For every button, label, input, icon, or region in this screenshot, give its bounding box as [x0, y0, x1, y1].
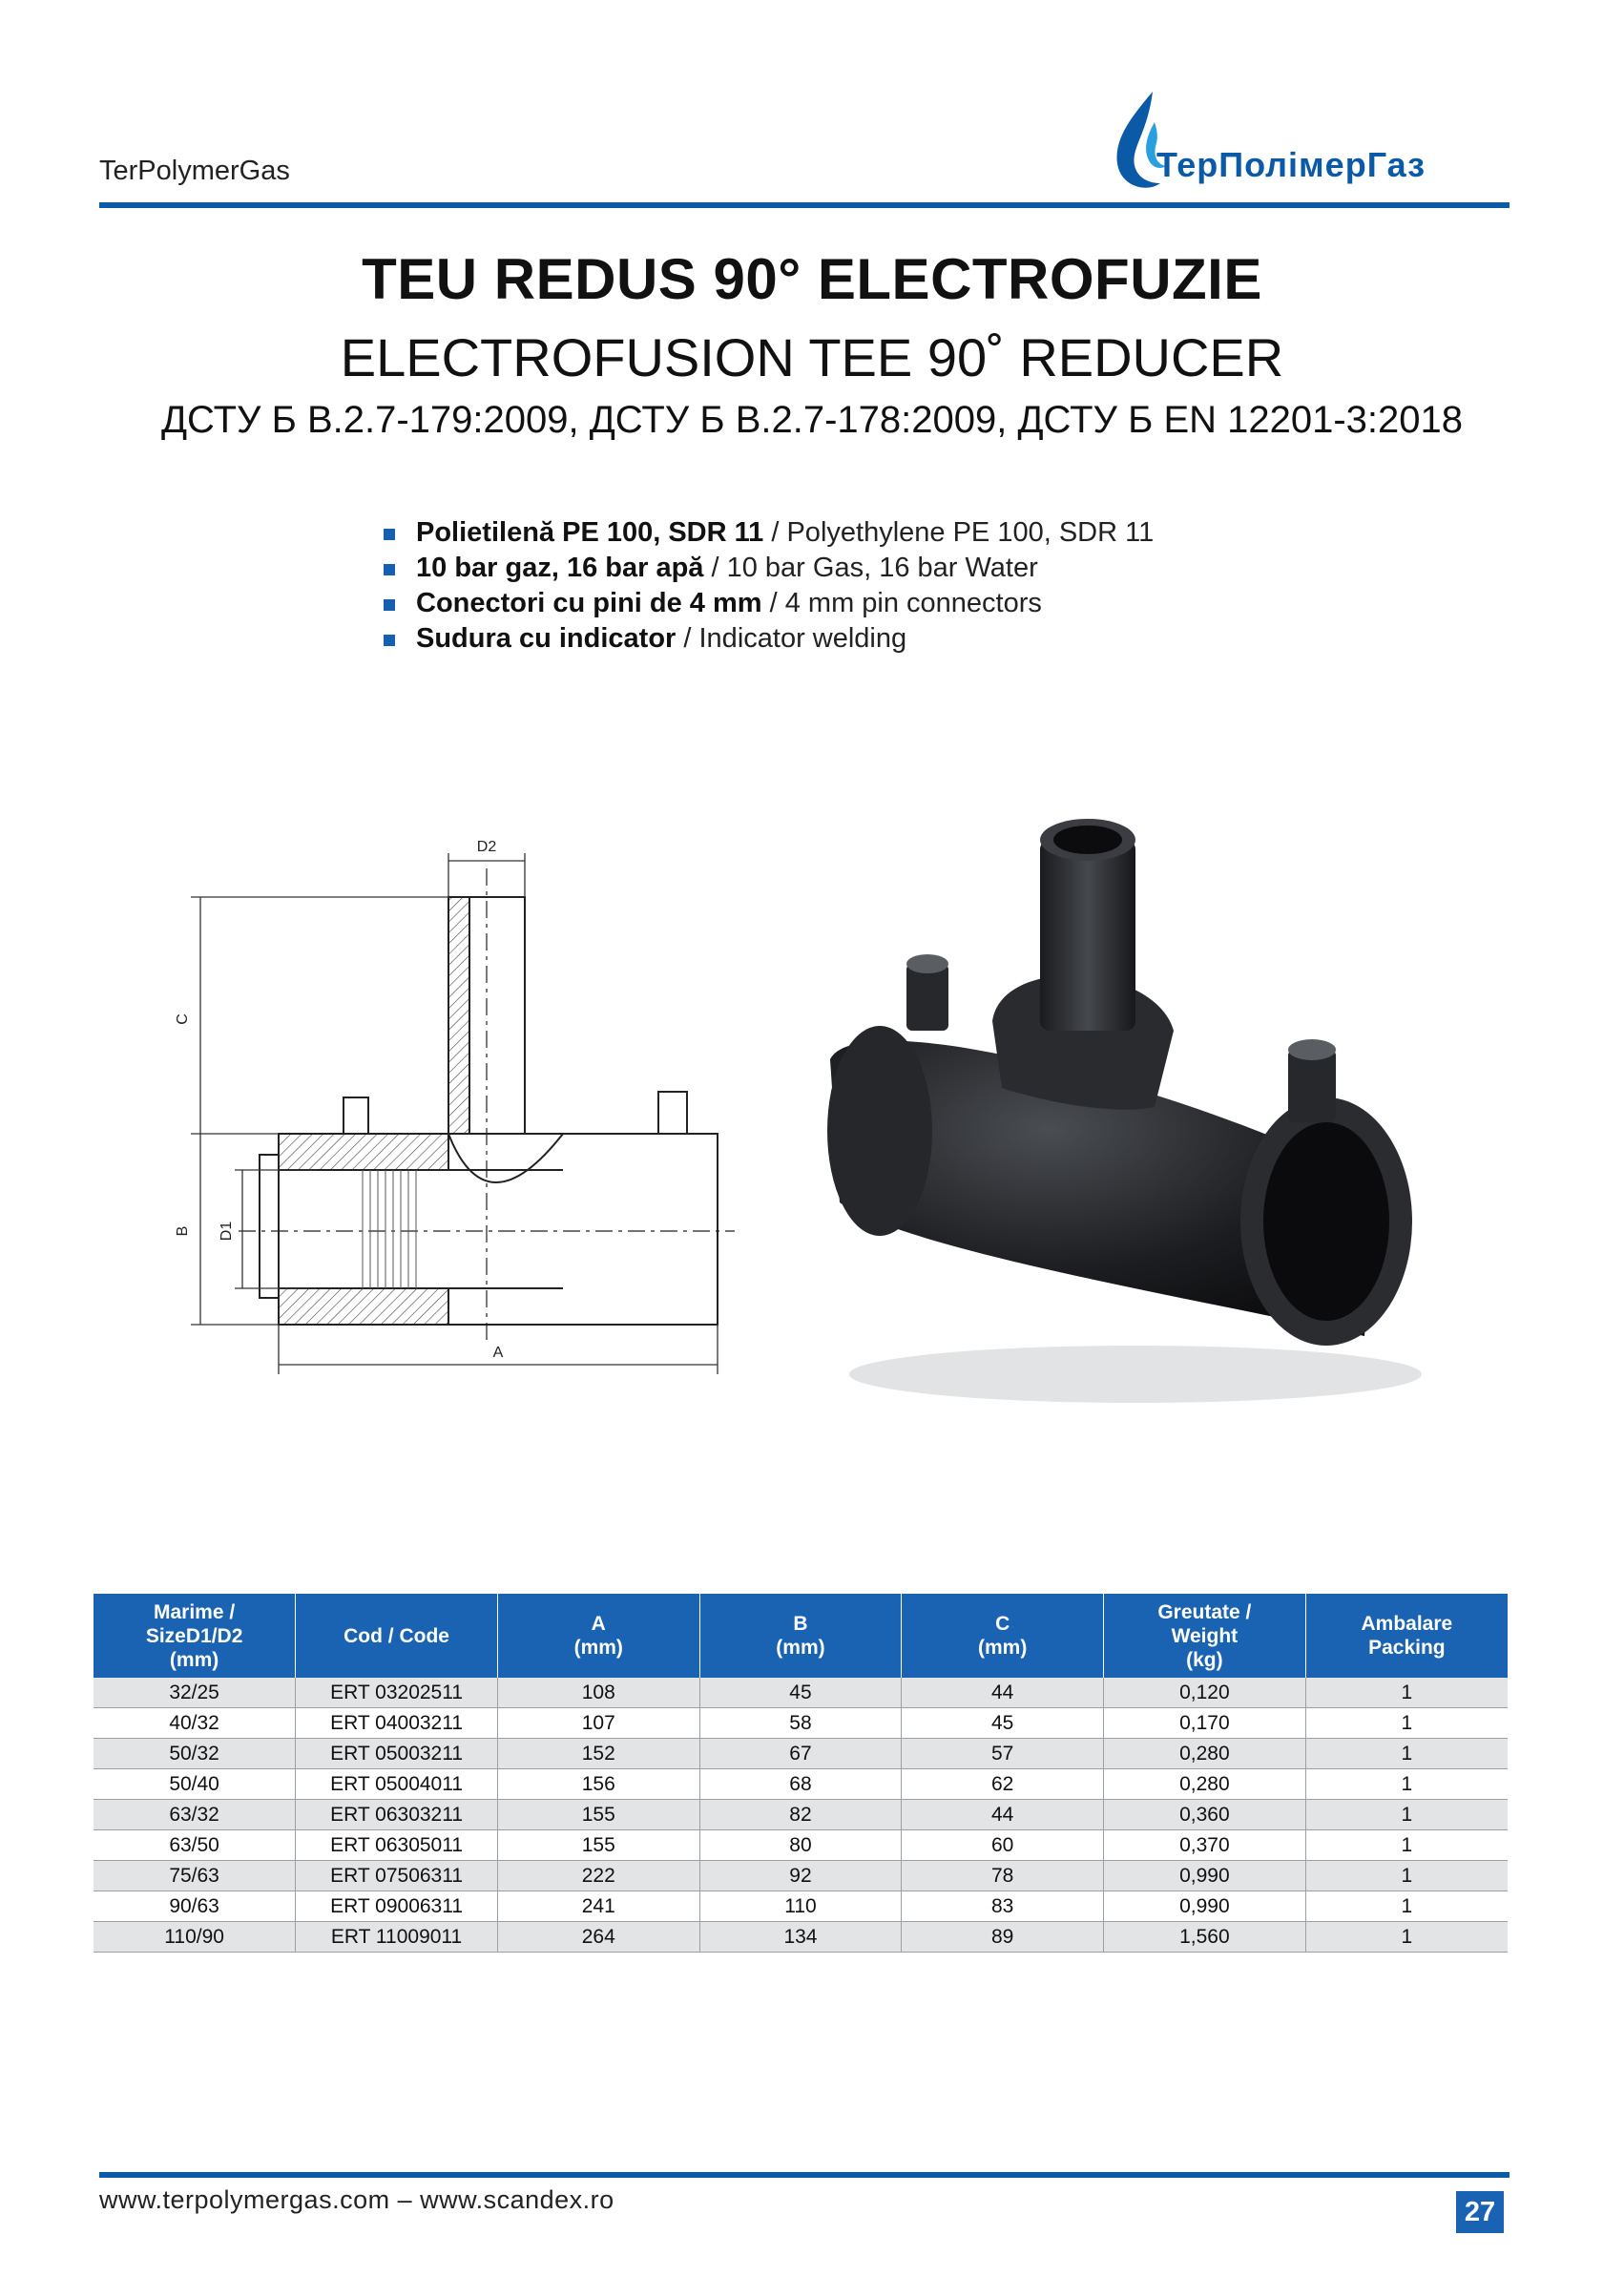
col-header-packing: Ambalare Packing: [1305, 1594, 1508, 1678]
table-cell: 92: [699, 1861, 902, 1891]
table-cell: 110/90: [94, 1922, 296, 1953]
table-cell: 241: [497, 1891, 699, 1922]
table-row: [94, 1830, 1508, 1861]
page-title: TEU REDUS 90° ELECTROFUZIE: [362, 247, 1262, 311]
feature-list: [382, 515, 1154, 657]
feature-item: Sudura cu indicator / Indicator welding: [382, 621, 1154, 657]
table-cell: 62: [902, 1769, 1104, 1800]
table-cell: 89: [902, 1922, 1104, 1953]
table-cell: ERT 06303211: [296, 1800, 498, 1830]
table-cell: 68: [699, 1769, 902, 1800]
table-cell: ERT 04003211: [296, 1708, 498, 1739]
svg-text:A: A: [492, 1345, 504, 1361]
table-cell: 0,370: [1104, 1830, 1306, 1861]
product-photo: [792, 802, 1460, 1431]
table-cell: 1: [1305, 1861, 1508, 1891]
table-cell: 32/25: [94, 1678, 296, 1708]
technical-drawing: [162, 830, 754, 1384]
table-cell: 110: [699, 1891, 902, 1922]
table-cell: 57: [902, 1739, 1104, 1769]
table-cell: ERT 03202511: [296, 1678, 498, 1708]
table-row: [94, 1891, 1508, 1922]
svg-text:D1: D1: [219, 1221, 235, 1242]
table-row: [94, 1769, 1508, 1800]
table-cell: 40/32: [94, 1708, 296, 1739]
table-cell: 1: [1305, 1769, 1508, 1800]
feature-item: 10 bar gaz, 16 bar apă / 10 bar Gas, 16 bar Water: [382, 551, 1154, 586]
table-cell: ERT 05004011: [296, 1769, 498, 1800]
brand-name: TerPolymerGas: [99, 156, 290, 186]
spec-table: [94, 1594, 1508, 1953]
table-cell: 44: [902, 1678, 1104, 1708]
table-cell: 1: [1305, 1800, 1508, 1830]
table-row: [94, 1861, 1508, 1891]
table-cell: 0,170: [1104, 1708, 1306, 1739]
feature-item: Polietilenă PE 100, SDR 11 / Polyethylene PE 100, SDR 11: [382, 515, 1154, 551]
table-cell: 1: [1305, 1830, 1508, 1861]
table-cell: 50/32: [94, 1739, 296, 1769]
table-cell: 45: [699, 1678, 902, 1708]
table-cell: 0,120: [1104, 1678, 1306, 1708]
page-subtitle: ELECTROFUSION TEE 90˚ REDUCER: [340, 327, 1284, 387]
table-cell: 75/63: [94, 1861, 296, 1891]
svg-text:B: B: [175, 1225, 191, 1237]
table-cell: ERT 09006311: [296, 1891, 498, 1922]
table-cell: 1: [1305, 1708, 1508, 1739]
standards-line: ДСТУ Б В.2.7-179:2009, ДСТУ Б В.2.7-178:2009, ДСТУ Б EN 12201-3:2018: [160, 399, 1464, 441]
table-cell: 155: [497, 1800, 699, 1830]
table-row: [94, 1708, 1508, 1739]
table-row: [94, 1800, 1508, 1830]
table-cell: 134: [699, 1922, 902, 1953]
table-cell: 0,360: [1104, 1800, 1306, 1830]
col-header-code: Cod / Code: [296, 1594, 498, 1678]
col-header-a: A (mm): [497, 1594, 699, 1678]
table-cell: 152: [497, 1739, 699, 1769]
page-number: 27: [1456, 2191, 1504, 2233]
bullet-icon: [384, 599, 395, 611]
table-cell: ERT 06305011: [296, 1830, 498, 1861]
table-cell: 90/63: [94, 1891, 296, 1922]
table-cell: 155: [497, 1830, 699, 1861]
table-header-row: [94, 1594, 1508, 1678]
table-cell: 63/50: [94, 1830, 296, 1861]
bullet-icon: [384, 564, 395, 575]
table-cell: ERT 07506311: [296, 1861, 498, 1891]
logo-text: ТерПолімерГаз: [1156, 145, 1426, 184]
svg-text:D2: D2: [476, 839, 497, 855]
table-cell: 222: [497, 1861, 699, 1891]
svg-text:C: C: [175, 1013, 191, 1025]
table-cell: 82: [699, 1800, 902, 1830]
table-cell: 108: [497, 1678, 699, 1708]
table-cell: 0,990: [1104, 1891, 1306, 1922]
table-cell: 156: [497, 1769, 699, 1800]
table-cell: 63/32: [94, 1800, 296, 1830]
col-header-weight: Greutate / Weight (kg): [1104, 1594, 1306, 1678]
table-cell: 1,560: [1104, 1922, 1306, 1953]
bullet-icon: [384, 635, 395, 646]
table-row: [94, 1922, 1508, 1953]
table-cell: 78: [902, 1861, 1104, 1891]
table-row: [94, 1678, 1508, 1708]
table-cell: 0,280: [1104, 1769, 1306, 1800]
company-logo: [1097, 84, 1508, 198]
table-cell: ERT 11009011: [296, 1922, 498, 1953]
table-cell: 45: [902, 1708, 1104, 1739]
table-cell: 264: [497, 1922, 699, 1953]
col-header-c: C (mm): [902, 1594, 1104, 1678]
table-cell: 0,280: [1104, 1739, 1306, 1769]
table-cell: 60: [902, 1830, 1104, 1861]
table-cell: 44: [902, 1800, 1104, 1830]
bullet-icon: [384, 529, 395, 540]
table-cell: 80: [699, 1830, 902, 1861]
table-cell: 107: [497, 1708, 699, 1739]
footer-websites: www.terpolymergas.com – www.scandex.ro: [99, 2185, 614, 2214]
header-rule: [99, 202, 1509, 208]
table-cell: 67: [699, 1739, 902, 1769]
table-cell: 0,990: [1104, 1861, 1306, 1891]
table-cell: 58: [699, 1708, 902, 1739]
table-cell: 1: [1305, 1739, 1508, 1769]
table-cell: 83: [902, 1891, 1104, 1922]
col-header-b: B (mm): [699, 1594, 902, 1678]
table-row: [94, 1739, 1508, 1769]
table-cell: 50/40: [94, 1769, 296, 1800]
footer-rule: [99, 2172, 1509, 2178]
feature-item: Conectori cu pini de 4 mm / 4 mm pin connectors: [382, 586, 1154, 621]
table-cell: ERT 05003211: [296, 1739, 498, 1769]
col-header-size: Marime / SizeD1/D2 (mm): [94, 1594, 296, 1678]
table-cell: 1: [1305, 1678, 1508, 1708]
table-cell: 1: [1305, 1891, 1508, 1922]
table-cell: 1: [1305, 1922, 1508, 1953]
